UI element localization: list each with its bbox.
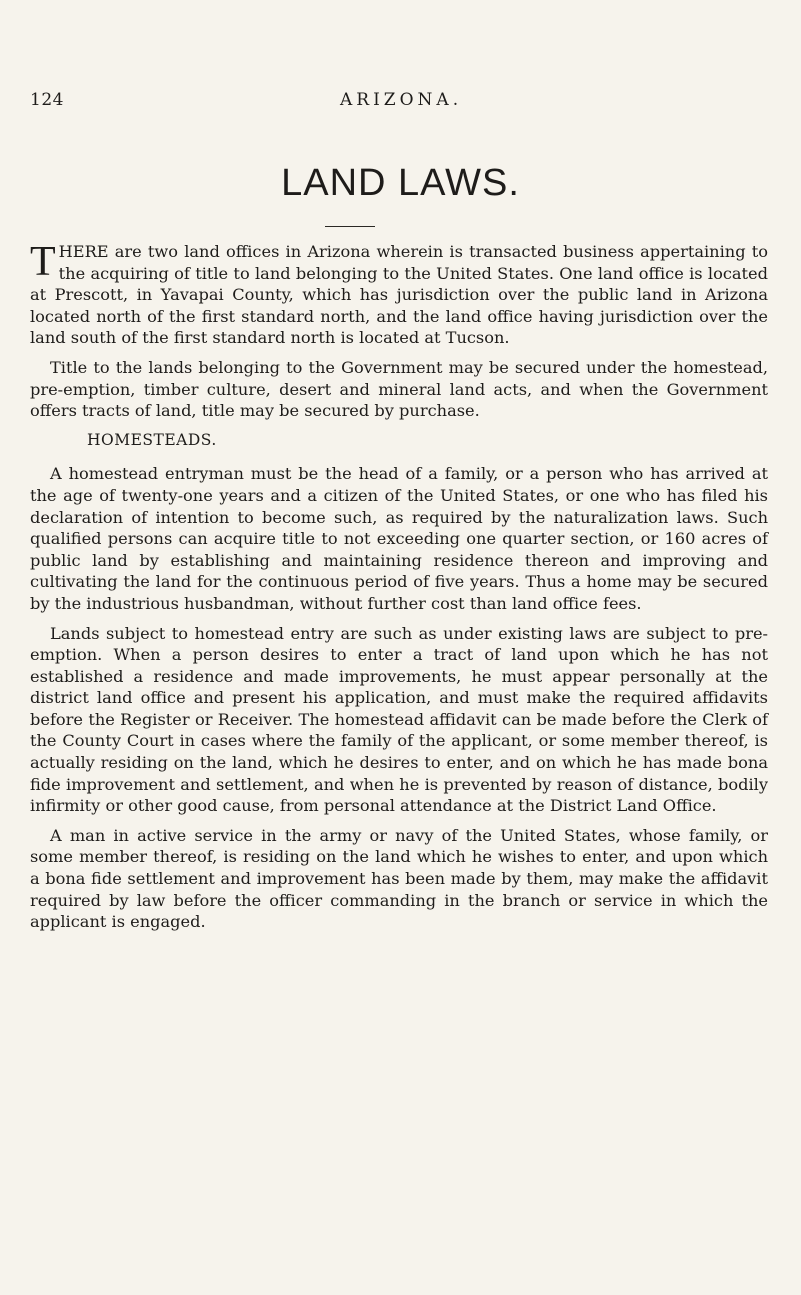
drop-cap: T — [30, 239, 56, 285]
title-divider — [325, 226, 375, 227]
section-heading-homesteads: HOMESTEADS. — [87, 430, 217, 449]
running-head — [0, 90, 801, 120]
intro-text: HERE are two land offices in Arizona wherein is transacted business appertaining to the acquiring of title to land belonging to the United States. One land office is located at Prescott, in Yavapai County, which has jurisdiction over the public land in Arizona located north of the first standard north, and the land office having jurisdiction over the land south of the first standard north is located at Tucson. — [30, 242, 768, 348]
paragraph-active-service: A man in active service in the army or navy of the United States, whose family, or some member thereof, is residing on the land which he wishes to enter, and upon which a bona fide settlement and improvement has been made by them, may make the affidavit required by law before the officer commanding in the branch or service in which the applicant is engaged. — [30, 825, 768, 932]
paragraph-lands-subject: Lands subject to homestead entry are such as under existing laws are subject to pre-emption. When a person desires to enter a tract of land upon which he has not established a residence and made improvements, he must appear personally at the district land office and present his application, and must make the required affidavits before the Register or Receiver. The homestead affidavit can be made before the Clerk of the County Court in cases where the family of the applicant, or some member thereof, is actually residing on the land, which he desires to enter, and on which he has made bona fide improvement and settlement, and when he is prevented by reason of distance, bodily infirmity or other good cause, from personal attendance at the District Land Office. — [30, 623, 768, 816]
paragraph-homestead-entryman: A homestead entryman must be the head of a family, or a person who has arrived at the age of twenty-one years and a citizen of the United States, or one who has filed his declaration of intention to become such, as required by the naturalization laws. Such qualified persons can acquire title to not exceeding one quarter section, or 160 acres of public land by establishing and maintaining residence thereon and improving and cultivating the land for the continuous period of five years. Thus a home may be secured by the industrious husbandman, without further cost than land office fees. — [30, 464, 768, 613]
paragraph-title-to-lands: Title to the lands belonging to the Government may be secured under the homestead, pre-emption, timber culture, desert and mineral land acts, and when the Government offers tracts of land, title may be secured by purchase. — [30, 357, 768, 421]
body-text — [30, 241, 768, 941]
intro-paragraph — [30, 241, 768, 349]
chapter-title: LAND LAWS. — [281, 162, 520, 204]
running-title: ARIZONA. — [340, 90, 463, 110]
page-number: 124 — [30, 90, 64, 110]
